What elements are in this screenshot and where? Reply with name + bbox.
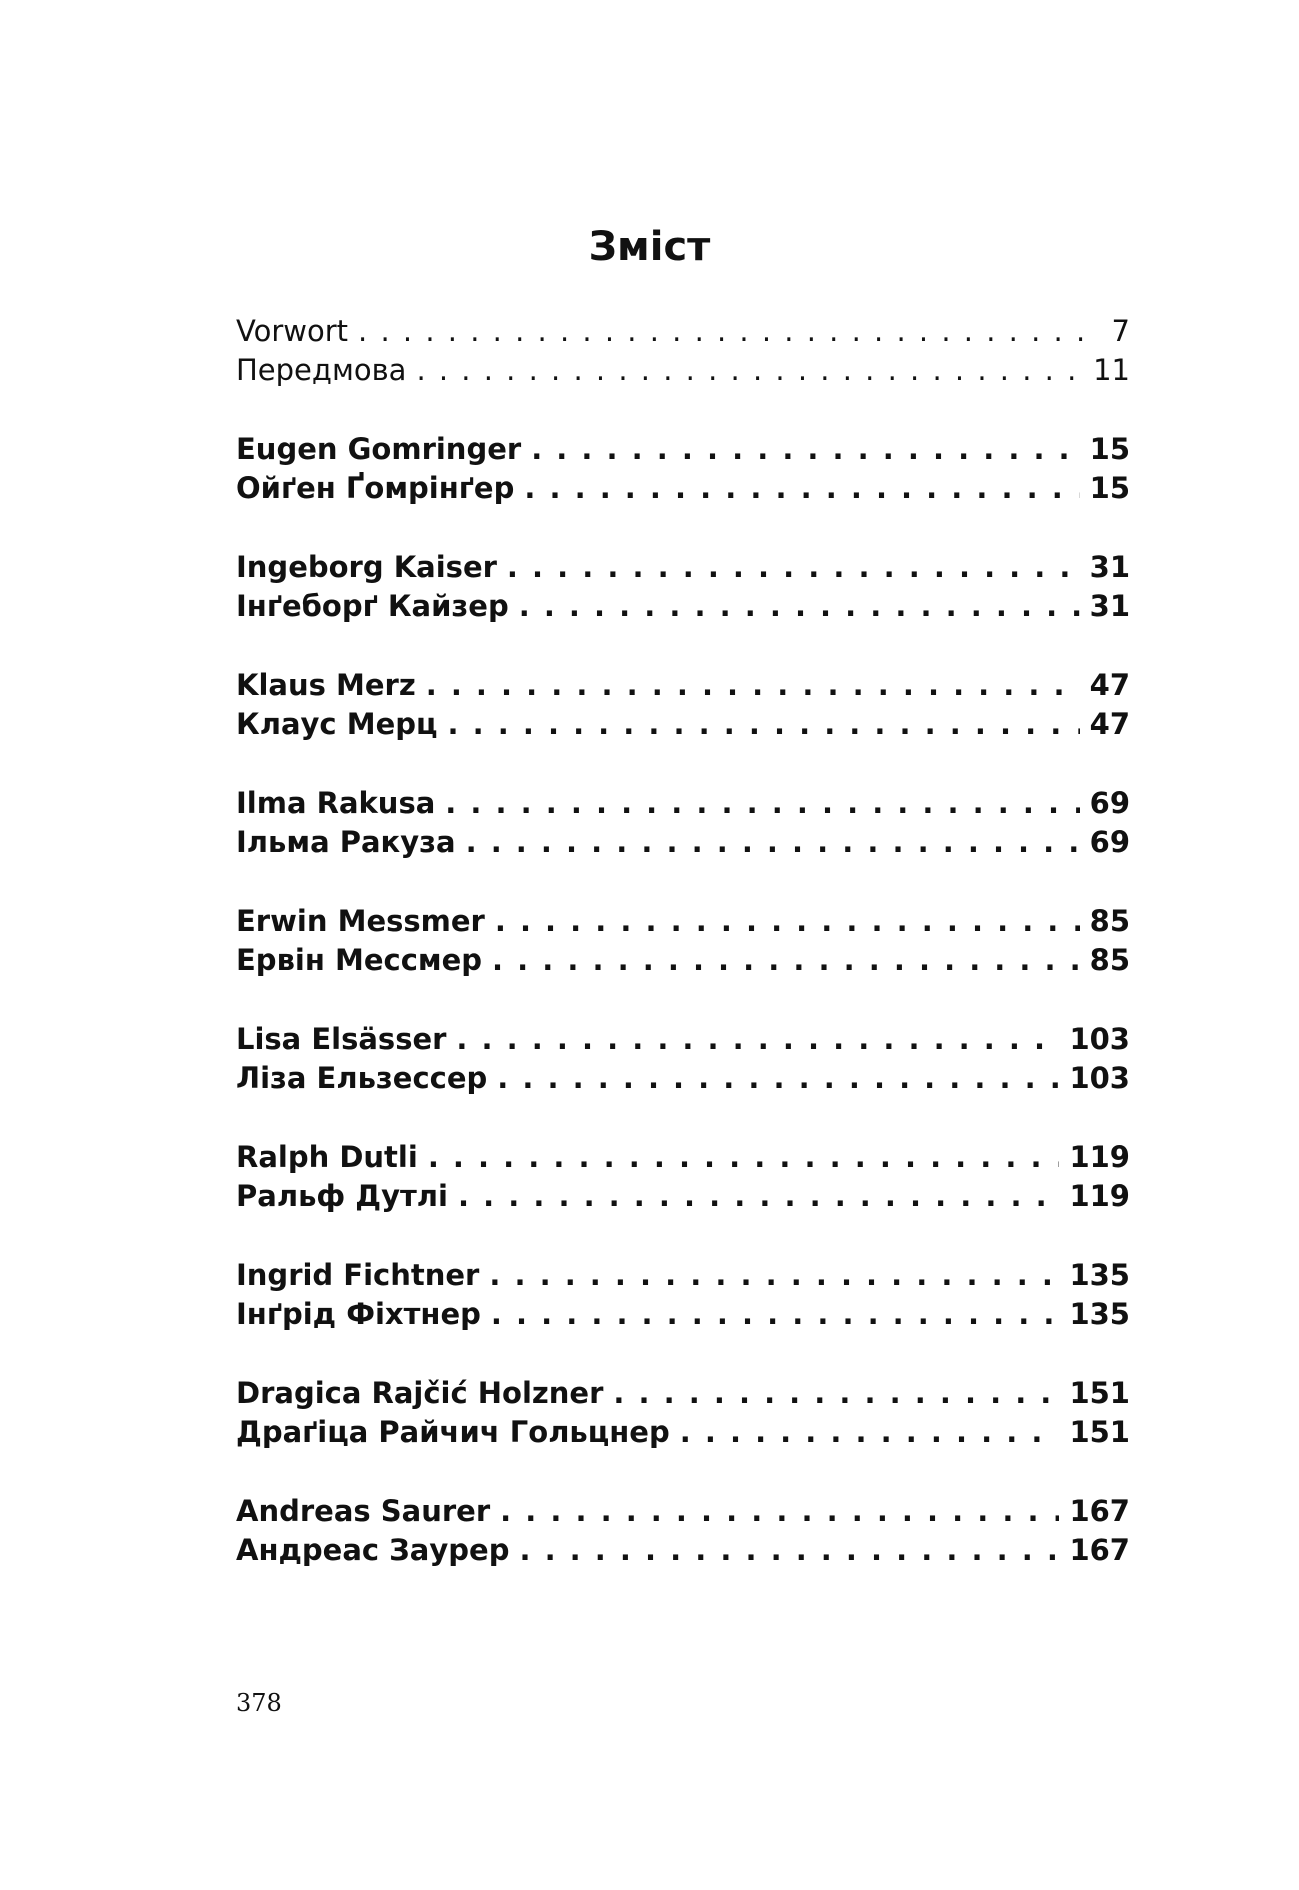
dot-leader	[445, 784, 1079, 823]
toc-group	[236, 1020, 1130, 1098]
toc-entry-title: Ільма Ракуза	[236, 825, 456, 859]
toc-entry-page: 47	[1089, 668, 1130, 702]
toc-entry-title: Klaus Merz	[236, 668, 416, 702]
dot-leader	[426, 666, 1080, 705]
toc-group	[236, 1138, 1130, 1216]
toc-entry-title: Ервін Мессмер	[236, 943, 483, 977]
toc-entry-page: 103	[1069, 1022, 1130, 1056]
toc-entry-page: 15	[1089, 432, 1130, 466]
toc-entry-title: Andreas Saurer	[236, 1494, 491, 1528]
toc-entry-page: 103	[1069, 1061, 1130, 1095]
toc-entry-title: Ralph Dutli	[236, 1140, 418, 1174]
toc-entry-page: 85	[1089, 904, 1130, 938]
toc-entry-title: Dragica Rajčić Holzner	[236, 1376, 604, 1410]
toc-group	[236, 1492, 1130, 1570]
toc-entry-page: 69	[1089, 786, 1130, 820]
toc-entry-title: Vorwort	[236, 314, 349, 348]
page-number: 378	[236, 1689, 282, 1717]
toc-entry	[236, 1374, 1130, 1413]
dot-leader	[489, 1256, 1059, 1295]
toc-entry-page: 167	[1069, 1533, 1130, 1567]
toc-entry-title: Ральф Дутлі	[236, 1179, 448, 1213]
dot-leader	[416, 351, 1083, 390]
dot-leader	[613, 1374, 1059, 1413]
toc-entry-title: Ilma Rakusa	[236, 786, 436, 820]
toc-entry	[236, 1256, 1130, 1295]
dot-leader	[491, 1295, 1060, 1334]
toc-entry-title: Клаус Мерц	[236, 707, 438, 741]
toc-entry-title: Андреас Заурер	[236, 1533, 510, 1567]
toc-group	[236, 548, 1130, 626]
toc-entry-page: 85	[1089, 943, 1130, 977]
toc-entry-title: Передмова	[236, 353, 407, 387]
toc-entry-page: 31	[1089, 589, 1130, 623]
toc-group	[236, 902, 1130, 980]
toc-entry	[236, 1059, 1130, 1098]
toc-group	[236, 1374, 1130, 1452]
page-title: Зміст	[588, 224, 711, 270]
toc-entry	[236, 587, 1130, 626]
toc-entry	[236, 1531, 1130, 1570]
dot-leader	[497, 1059, 1059, 1098]
toc-entry-page: 151	[1069, 1415, 1130, 1449]
dot-leader	[448, 705, 1080, 744]
dot-leader	[519, 1531, 1059, 1570]
dot-leader	[495, 902, 1080, 941]
toc-entry	[236, 548, 1130, 587]
dot-leader	[358, 312, 1096, 351]
dot-leader	[458, 1177, 1059, 1216]
toc-entry	[236, 1295, 1130, 1334]
toc-entry-page: 119	[1069, 1140, 1130, 1174]
toc-entry-page: 7	[1111, 314, 1130, 348]
toc-group	[236, 430, 1130, 508]
toc-entry-page: 135	[1069, 1258, 1130, 1292]
toc-entry	[236, 351, 1130, 390]
toc-entry-page: 47	[1089, 707, 1130, 741]
toc-entry-page: 11	[1093, 353, 1130, 387]
toc-entry-page: 31	[1089, 550, 1130, 584]
toc-entry-title: Eugen Gomringer	[236, 432, 522, 466]
dot-leader	[500, 1492, 1059, 1531]
toc-entry-title: Інґеборґ Кайзер	[236, 589, 509, 623]
toc-entry	[236, 705, 1130, 744]
toc-group	[236, 784, 1130, 862]
toc-entry	[236, 1020, 1130, 1059]
dot-leader	[466, 823, 1080, 862]
toc-entry	[236, 1177, 1130, 1216]
toc-entry-page: 135	[1069, 1297, 1130, 1331]
dot-leader	[492, 941, 1080, 980]
toc-entry	[236, 902, 1130, 941]
dot-leader	[456, 1020, 1059, 1059]
toc-entry-title: Ойґен Ґомрінґер	[236, 471, 515, 505]
toc-entry-page: 15	[1089, 471, 1130, 505]
toc-entry-title: Інґрід Фіхтнер	[236, 1297, 481, 1331]
toc-entry	[236, 1413, 1130, 1452]
toc-entry	[236, 312, 1130, 351]
toc-entry-title: Ліза Ельзессер	[236, 1061, 488, 1095]
dot-leader	[524, 469, 1079, 508]
toc-entry-page: 167	[1069, 1494, 1130, 1528]
toc-group	[236, 1256, 1130, 1334]
toc-group	[236, 666, 1130, 744]
dot-leader	[680, 1413, 1060, 1452]
toc-entry-page: 151	[1069, 1376, 1130, 1410]
dot-leader	[428, 1138, 1060, 1177]
toc-entry	[236, 941, 1130, 980]
toc-entry-title: Ingrid Fichtner	[236, 1258, 480, 1292]
toc-entry-title: Lisa Elsässer	[236, 1022, 447, 1056]
toc-entry-title: Ingeborg Kaiser	[236, 550, 497, 584]
toc-entry	[236, 430, 1130, 469]
dot-leader	[519, 587, 1080, 626]
toc-entry	[236, 1492, 1130, 1531]
toc-entry-page: 69	[1089, 825, 1130, 859]
toc-entry	[236, 784, 1130, 823]
toc-group	[236, 312, 1130, 390]
toc-entry-page: 119	[1069, 1179, 1130, 1213]
table-of-contents	[236, 312, 1130, 1610]
toc-entry	[236, 469, 1130, 508]
toc-entry	[236, 666, 1130, 705]
toc-entry-title: Драґіца Райчич Гольцнер	[236, 1415, 670, 1449]
toc-entry	[236, 823, 1130, 862]
dot-leader	[531, 430, 1079, 469]
toc-entry-title: Erwin Messmer	[236, 904, 485, 938]
toc-entry	[236, 1138, 1130, 1177]
dot-leader	[507, 548, 1080, 587]
